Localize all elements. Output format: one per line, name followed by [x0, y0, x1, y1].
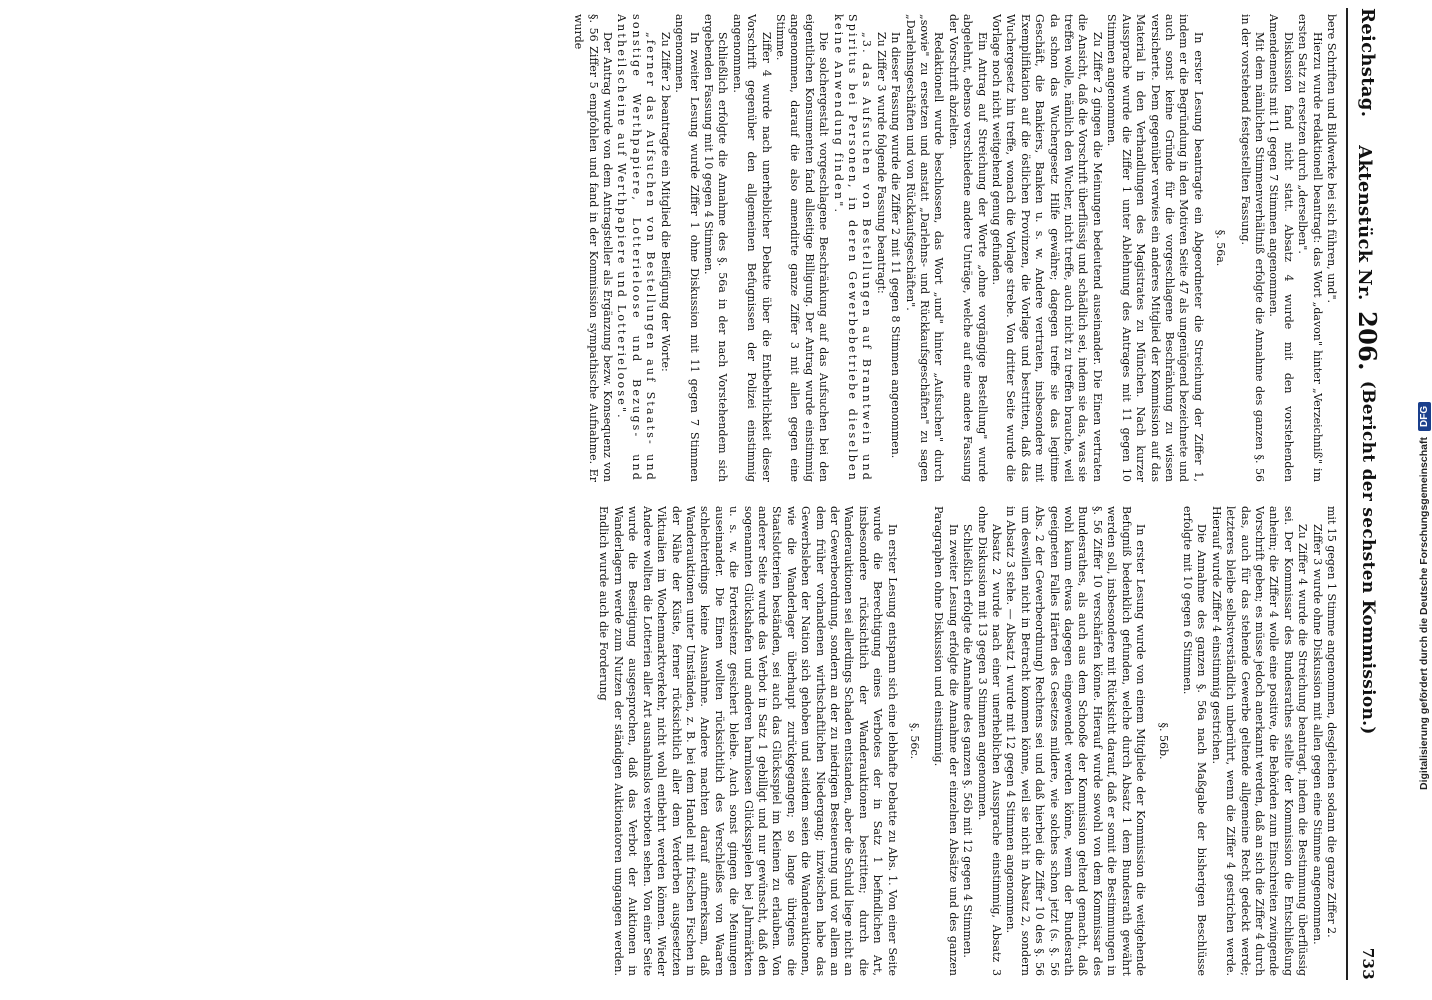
left-paragraph: Ziffer 4 wurde nach unerheblicher Debatte über die Entbehrlichkeit dieser Vorschrift gegenüber den allgemeinen Befugnissen der Polizei einstimmig angenommen. [730, 14, 773, 482]
left-paragraph: In zweiter Lesung wurde Ziffer 1 ohne Diskussion mit 11 gegen 7 Stimmen angenommen. [673, 14, 701, 482]
left-column [18, 14, 1338, 482]
left-paragraph: In erster Lesung beantragte ein Abgeordneter die Streichung der Ziffer 1, indem er die Begründung in den Motiven Seite 47 als ungenügend bezeichnete und auch sonst keine Gründe für die vorgeschlagene Beschränkung zu wissen versicherte. Dem gegenüber verwies ein anderes Mitglied der Kommission auf das Material in den Verhandlungen des Magistrates zu München. Nach kurzer Aussprache wurde die Ziffer 1 unter Ablehnung des Antrages mit 11 gegen 10 Stimmen angenommen. [1105, 14, 1205, 482]
header-rule [1346, 8, 1348, 980]
right-paragraph: Absatz 2 wurde nach einer unerheblichen Aussprache einstimmig, Absatz 3 ohne Diskussion mit 13 gegen 3 Stimmen angenommen. [975, 506, 1004, 976]
left-paragraph: Mit dem nämlichen Stimmenverhältniß erfolgte die Annahme des ganzen §. 56 in der vorstehend festgestellten Fassung. [1238, 14, 1266, 482]
left-paragraph: Zu Ziffer 2 beantragte ein Mitglied die Beifügung der Worte: [658, 32, 672, 372]
section-heading: §. 56b. [1156, 722, 1170, 760]
left-paragraph: Der Antrag wurde von dem Antragsteller als Ergänzung bezw. Konsequenz von §. 56 Ziffer 5 empfohlen und fand in der Kommission sympathische Aufnahme. Er wurde [572, 14, 615, 482]
header-bericht: (Bericht der sechsten Kommission.) [1358, 380, 1378, 735]
left-quote: „3. das Aufsuchen von Bestellungen auf Branntwein und Spiritus bei Personen, in deren Gewerbebetriebe dieselben keine Anwendung finden". [831, 14, 874, 482]
left-paragraph: Schließlich erfolgte die Annahme des §. 56a in der nach Vorstehendem sich ergebenden Fassung mit 10 gegen 4 Stimmen. [701, 14, 730, 482]
left-quote: „ferner das Aufsuchen von Bestellungen auf Staats- und sonstige Werthpapiere, Lotterieloose und Bezugs- und Antheilscheine auf Werthpapiere und Lotterieloose". [615, 14, 658, 482]
left-paragraph: bere Schriften und Bildwerke bei sich führen, und". [1325, 14, 1338, 304]
page-header [1348, 8, 1388, 980]
section-heading: §. 56a. [1214, 229, 1228, 267]
right-paragraph: Zu Ziffer 4 wurde die Streichung beantragt, indem die Bestimmung überflüssig sei. Der Kommissar des Bundesrathes stellte der Kommission die Entschließung anheim; die Ziffer 4 wolle eine positive, die Behörden zum Einschreiten zwingende Vorschrift geben; es müsse jedoch anerkannt werden, daß an sich die Ziffer 4 durch das, auch für das stehende Gewerbe geltende allgemeine Recht gedeckt werde; letzteres bleibe selbstverständlich unberührt, wenn die Ziffer 4 gestrichen werde. Hierauf wurde Ziffer 4 einstimmig gestrichen. [1209, 506, 1310, 976]
left-paragraph: Redaktionell wurde beschlossen, das Wort „und" hinter „Aufsuchen" durch „sowie" zu ersetzen und anstatt „Darlehns- und Rückkaufsgeschäften" zu sagen „Darlehnsgeschäften und von Rückkaufsgeschäften". [903, 14, 946, 482]
right-paragraph: In erster Lesung entspann sich eine lebhafte Debatte zu Abs. 1. Von einer Seite wurde die Berechtigung eines Verbotes der in Satz 1 befindlichen Art, insbesondere rücksichtlich der Wanderauktionen bestritten; durch die Wanderauktionen sei allerdings Schaden entstanden, aber die Schuld liege nicht an der Gewerbeordnung, sondern an der zu niedrigen Besteuerung und vor allem an dem früher vorhandenen wirthschaftlichen Niedergang; inzwischen habe das Gewerbsleben der Nation sich gehoben und seitdem seien die Wanderauktionen, wie die Wanderlager überhaupt zurückgegangen; so lange übrigens die Staatslotterien beständen, sei auch das Glücksspiel im Kleinen zu erlauben. Von anderer Seite wurde das Verbot in Satz 1 gebilligt und nur gewünscht, daß den sogenannten Glückshafen und anderen harmlosen Glücksspielen bei Jahrmärkten u. s. w. die Fortexistenz gesichert bleibe. Auch sonst gingen die Meinungen auseinander. Die Einen wollten rücksichtlich des Verschleißes von Waaren schlechterdings keine Ausnahme. Andere machten darauf aufmerksam, daß Wanderauktionen unter Umständen, z. B. bei dem Handel mit frischen Fischen in der Nähe der Küste, ferner rücksichtlich aller dem Verderben ausgesetzten Viktualien im Wochenmarktverkehr, nicht wohl entbehrt werden können. Wieder Andere wollten die Lotterien aller Art ausnahmslos verboten sehen. Von einer Seite wurde die Beseitigung ausgesprochen, daß das Verbot der Auktionen in Wanderlagern werde zum Nutzen der ständigen Auktionatoren umgangen werden. Endlich wurde auch die Forderung [597, 506, 899, 976]
digitization-footer [1408, 0, 1432, 1000]
left-paragraph: Hierzu wurde redaktionell beantragt: das Wort „davon" hinter „Verzeichniß" im ersten Satz zu ersetzen durch „derselben". [1296, 14, 1324, 482]
digitization-text: Digitalisierung gefördert durch die Deutsche Forschungsgemeinschaft [1418, 437, 1430, 790]
section-heading: §. 56c. [908, 722, 922, 760]
digitization-credit [1412, 0, 1432, 790]
header-aktenstueck-number: 206. [1353, 311, 1383, 371]
right-paragraph: Schließlich erfolgte die Annahme des ganzen §. 56b mit 12 gegen 4 Stimmen. [961, 524, 975, 958]
header-aktenstueck-label: Aktenstück Nr. [1354, 145, 1376, 301]
page-number: 733 [1359, 947, 1377, 980]
right-paragraph: In erster Lesung wurde von einem Mitgliede der Kommission die weitgehende Befugniß bedenklich gefunden, welche durch Absatz 1 dem Bundesrath gewährt werden soll, insbesondere mit Rücksicht darauf, daß er somit die Bestimmungen in §. 56 Ziffer 10 verschärfen könne. Hierauf wurde sowohl von dem Kommissar des Bundesrathes, als auch aus dem Schooße der Kommission geltend gemacht, daß wohl kaum etwas dagegen eingewendet werden könne, wenn der Bundesrath geeigneten Falles Härten des Gesetzes mildere, wie solches schon jetzt (s. §. 56 Abs. 2 der Gewerbeordnung) Rechtens sei und daß hierbei die Ziffer 10 des §. 56 um deswillen nicht in Betracht kommen könne, weil sie nicht in Absatz 2, sondern in Absatz 3 stehe. — Absatz 1 wurde mit 12 gegen 4 Stimmen angenommen. [1004, 506, 1148, 976]
dfg-logo-icon: DFG [1418, 402, 1431, 431]
right-paragraph: In zweiter Lesung erfolgte die Annahme der einzelnen Absätze und des ganzen Paragraphen ohne Diskussion und einstimmig. [932, 506, 960, 976]
right-paragraph: Die Annahme des ganzen §. 56a nach Maßgabe der bisherigen Beschlüsse erfolgte mit 10 gegen 6 Stimmen. [1180, 506, 1209, 976]
left-paragraph: Zu Ziffer 3 wurde folgende Fassung beantragt: [874, 32, 888, 294]
left-paragraph: Ein Antrag auf Streichung der Worte „ohne vorgängige Bestellung" wurde abgelehnt, ebenso verschiedene andere Unträge, welche auf eine andere Fassung der Vorschrift abzielten. [946, 14, 989, 482]
left-paragraph: Die solchergestalt vorgeschlagene Beschränkung auf das Aufsuchen bei den eigentlichen Konsumenten fand allseitige Billigung. Der Antrag wurde einstimmig angenommen, darauf die also amendirte ganze Ziffer 3 mit allen gegen eine Stimme. [773, 14, 831, 482]
header-reichstag: Reichstag. [1357, 8, 1379, 118]
right-paragraph: mit 15 gegen 1 Stimme angenommen, desgleichen sodann die ganze Ziffer 2. [1325, 506, 1338, 938]
header-aktenstueck [1354, 145, 1383, 371]
left-paragraph: In dieser Fassung wurde die Ziffer 2 mit 11 gegen 8 Stimmen angenommen. [889, 32, 903, 459]
left-paragraph: Zu Ziffer 2 gingen die Meinungen bedeutend auseinander. Die Einen vertraten die Ansicht, daß die Vorschrift überflüssig und schädlich sei, indem sie das, was sie treffen wolle, nämlich den Wucher, nicht treffe, auch nicht zu treffen brauche, weil da schon das Wuchergesetz Hilfe gewähre; dagegen treffe sie das legitime Geschäft, die Bankiers, Banken u. s. w. Andere vertraten, insbesondere mit Exemplifikation auf die östlichen Provinzen, die Vorlage und bestritten, daß das Wuchergesetz hin treffe, wonach die Vorlage strebe. Von dritter Seite wurde die Vorlage noch nicht weitgehend genug gefunden. [990, 14, 1104, 482]
right-paragraph: Ziffer 3 wurde ohne Diskussion mit allen gegen eine Stimme angenommen. [1310, 524, 1324, 945]
left-paragraph: Diskussion fand nicht statt. Absatz 4 wurde mit den vorstehenden Amendements mit 11 gegen 7 Stimmen angenommen. [1267, 14, 1295, 482]
right-column [18, 506, 1338, 976]
